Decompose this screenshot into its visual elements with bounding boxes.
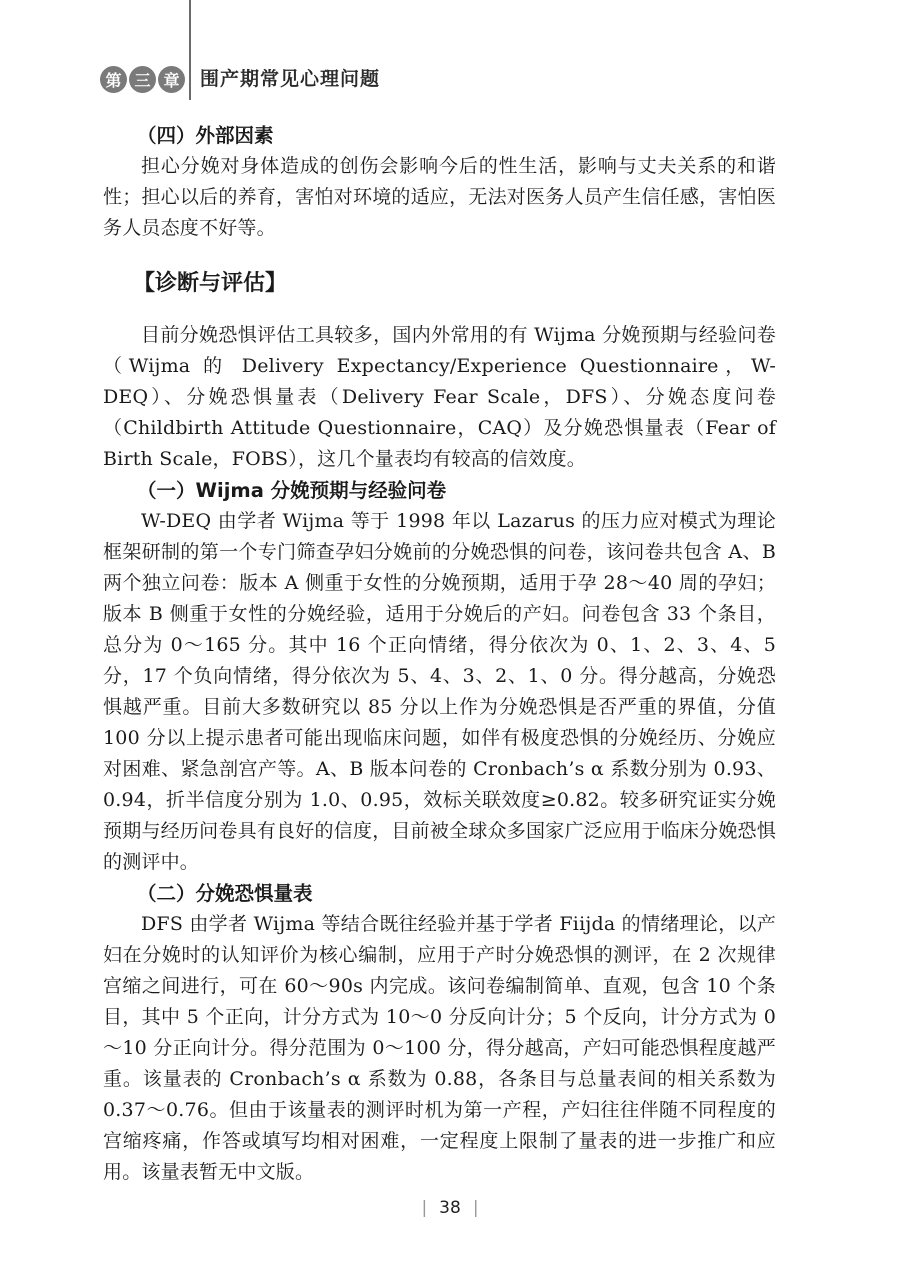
page-number: 38 (439, 1198, 461, 1218)
chapter-char: 三 (129, 66, 156, 93)
paragraph-dfs: DFS 由学者 Wijma 等结合既往经验并基于学者 Fiijda 的情绪理论，以产妇在分娩时的认知评价为核心编制，应用于产时分娩恐惧的测评，在 2 次规律宫缩之间进行，可在 60～90s 内完成。该问卷编制简单、直观，包含 10 个条目，其中 5 个正向，计分方式为 10～0 分反向计分；5 个反向，计分方式为 0～10 分正向计分。得分范围为 0～100 分，得分越高，产妇可能恐惧程度越严重。该量表的 Cronbach’s α 系数为 0.88，各条目与总量表间的相关系数为 0.37～0.76。但由于该量表的测评时机为第一产程，产妇往往伴随不同程度的宫缩疼痛，作答或填写均相对困难，一定程度上限制了量表的进一步推广和应用。该量表暂无中文版。 (103, 913, 776, 1183)
chapter-badge (100, 62, 187, 96)
subsection-heading-dfs: （二）分娩恐惧量表 (137, 882, 313, 905)
chapter-char: 第 (100, 66, 127, 93)
section-heading-external-factors: （四）外部因素 (137, 124, 274, 147)
footer-divider-left: | (421, 1198, 428, 1218)
subsection-heading-wdeq: （一）Wijma 分娩预期与经验问卷 (137, 479, 447, 502)
paragraph-diagnosis-intro: 目前分娩恐惧评估工具较多，国内外常用的有 Wijma 分娩预期与经验问卷（Wijma 的 Delivery Expectancy/Experience Questionnaire，W-DEQ）、分娩恐惧量表（Delivery Fear Scale，DFS）、分娩态度问卷（Childbirth Attitude Questionnaire，CAQ）及分娩恐惧量表（Fear of Birth Scale，FOBS），这几个量表均有较高的信效度。 (103, 324, 776, 470)
paragraph-external-factors: 担心分娩对身体造成的创伤会影响今后的性生活，影响与丈夫关系的和谐性；担心以后的养育，害怕对环境的适应，无法对医务人员产生信任感，害怕医务人员态度不好等。 (103, 155, 776, 239)
page-body (103, 120, 776, 1188)
paragraph-wdeq: W-DEQ 由学者 Wijma 等于 1998 年以 Lazarus 的压力应对模式为理论框架研制的第一个专门筛查孕妇分娩前的分娩恐惧的问卷，该问卷共包含 A、B 两个独立问卷：版本 A 侧重于女性的分娩预期，适用于孕 28～40 周的孕妇；版本 B 侧重于女性的分娩经验，适用于分娩后的产妇。问卷包含 33 个条目，总分为 0～165 分。其中 16 个正向情绪，得分依次为 0、1、2、3、4、5 分，17 个负向情绪，得分依次为 5、4、3、2、1、0 分。得分越高，分娩恐惧越严重。目前大多数研究以 85 分以上作为分娩恐惧是否严重的界值，分值 100 分以上提示患者可能出现临床问题，如伴有极度恐惧的分娩经历、分娩应对困难、紧急剖宫产等。A、B 版本问卷的 Cronbach’s α 系数分别为 0.93、0.94，折半信度分别为 1.0、0.95，效标关联效度≥0.82。较多研究证实分娩预期与经历问卷具有良好的信度，目前被全球众多国家广泛应用于临床分娩恐惧的测评中。 (103, 510, 776, 873)
chapter-char: 章 (158, 66, 185, 93)
footer-divider-right: | (472, 1198, 479, 1218)
header-divider (189, 0, 191, 100)
section-title-diagnosis: 【诊断与评估】 (133, 271, 288, 296)
page-footer (0, 1198, 900, 1218)
running-header-title: 围产期常见心理问题 (200, 68, 381, 90)
